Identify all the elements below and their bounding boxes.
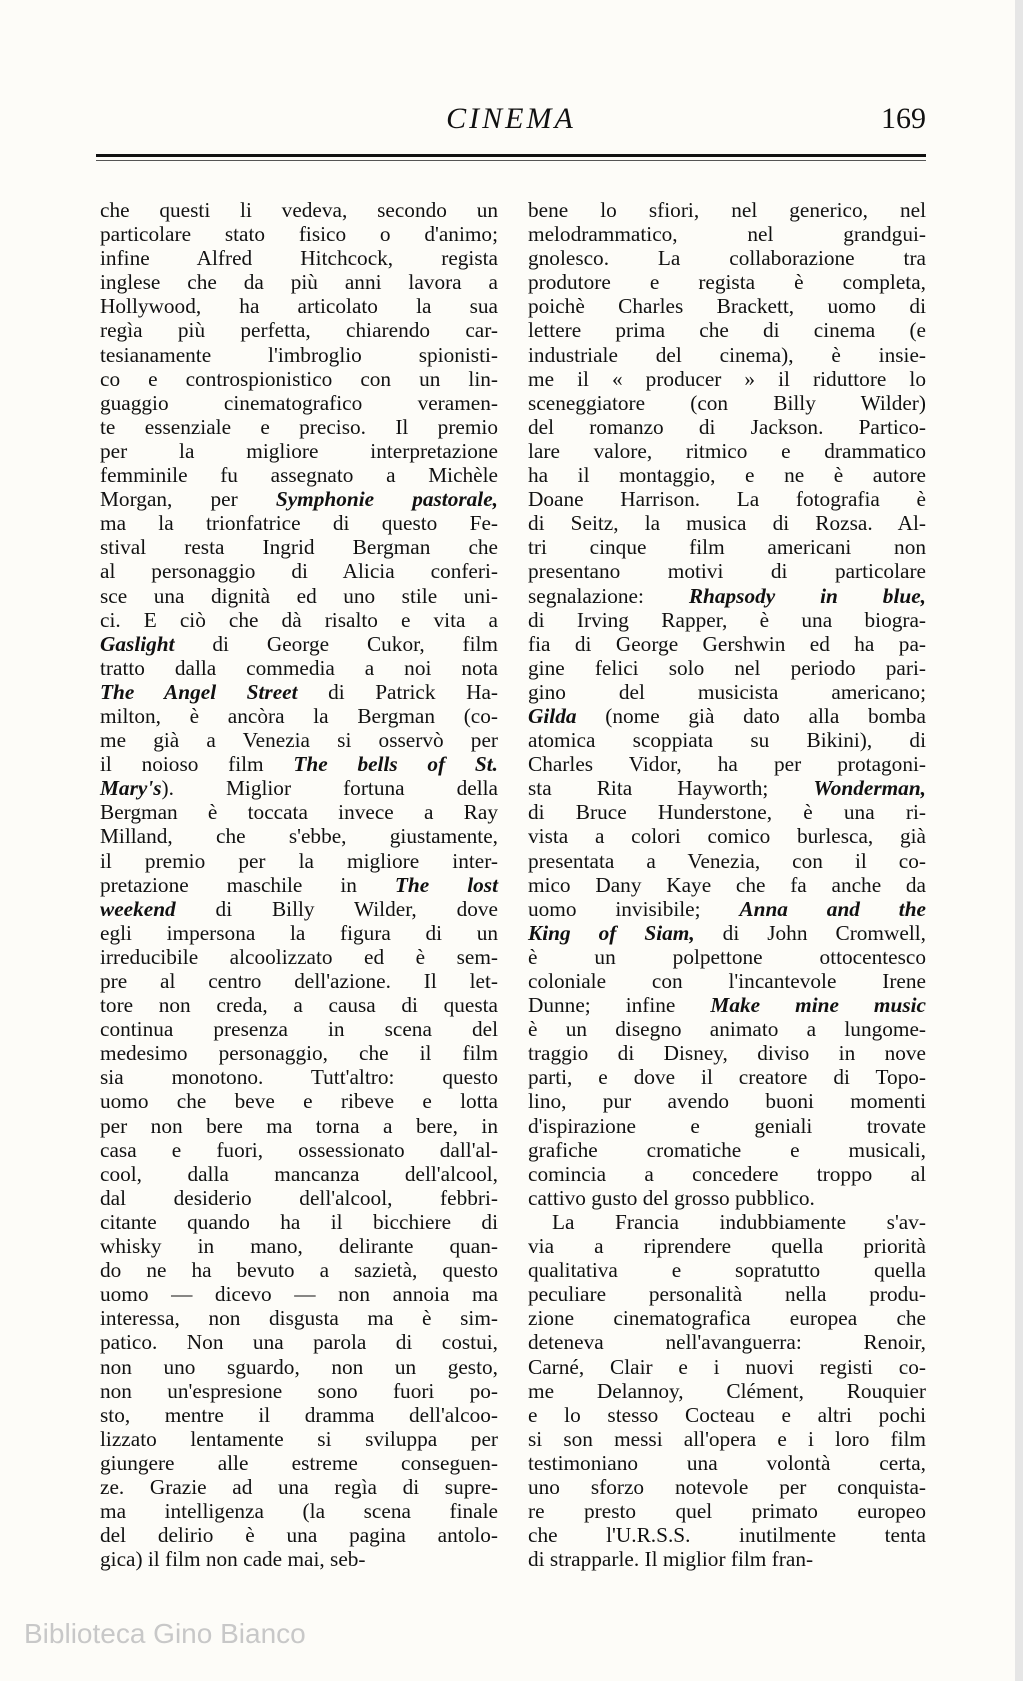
italic-title: Anna and the: [739, 896, 926, 921]
text-line: [100, 270, 498, 294]
text-line: [100, 1234, 498, 1258]
text-run: produtore e regista è completa,: [528, 270, 926, 295]
text-line: [100, 294, 498, 318]
text-line: [100, 752, 498, 776]
text-line: [100, 343, 498, 367]
text-line: [528, 1523, 926, 1547]
text-run: peculiare personalità nella produ-: [528, 1282, 926, 1307]
italic-title: Gilda: [528, 703, 577, 728]
text-line: [528, 728, 926, 752]
italic-title: King of Siam,: [528, 920, 695, 945]
text-run: sia monotono. Tutt'altro: questo: [100, 1065, 498, 1090]
text-run: ma la trionfatrice di questo Fe-: [100, 511, 498, 536]
text-line: [100, 1451, 498, 1475]
text-line: [528, 632, 926, 656]
text-run: citante quando ha il bicchiere di: [100, 1209, 498, 1234]
text-run: segnalazione:: [528, 583, 689, 608]
text-line: [528, 1547, 926, 1571]
text-run: del romanzo di Jackson. Partico-: [528, 414, 926, 439]
text-run: me Delannoy, Clément, Rouquier: [528, 1378, 926, 1403]
text-run: grafiche cromatiche e musicali,: [528, 1137, 926, 1162]
text-line: [528, 921, 926, 945]
italic-title: Rhapsody in blue,: [688, 583, 926, 608]
text-run: regìa più perfetta, chiarendo car-: [100, 318, 498, 343]
text-line: [528, 704, 926, 728]
text-run: di strapparle. Il miglior film fran-: [528, 1547, 814, 1572]
text-run: di Patrick Ha-: [297, 679, 498, 704]
text-run: di Irving Rapper, è una biogra-: [528, 607, 926, 632]
text-run: femminile fu assegnato a Michèle: [100, 463, 498, 488]
text-run: gnolesco. La collaborazione tra: [528, 246, 926, 271]
text-line: [100, 1162, 498, 1186]
text-line: [100, 776, 498, 800]
text-column-left: [100, 198, 498, 1571]
text-line: [528, 1065, 926, 1089]
text-line: [100, 1041, 498, 1065]
text-run: non uno sguardo, non un gesto,: [100, 1354, 498, 1379]
text-line: [100, 1186, 498, 1210]
text-line: [528, 776, 926, 800]
header-rule-thin: [96, 160, 926, 161]
text-line: [528, 1403, 926, 1427]
text-run: lare valore, ritmico e drammatico: [528, 438, 926, 463]
text-run: cattivo gusto del grosso pubblico.: [528, 1185, 815, 1210]
text-run: interessa, non disgusta ma è sim-: [100, 1306, 498, 1331]
text-run: lino, pur avendo buoni momenti: [528, 1089, 926, 1114]
text-line: [528, 849, 926, 873]
text-run: bene lo sfiori, nel generico, nel: [528, 198, 926, 222]
text-run: pretazione maschile in: [100, 872, 395, 897]
text-line: [528, 1210, 926, 1234]
text-line: [100, 945, 498, 969]
text-run: milton, è ancòra la Bergman (co-: [100, 703, 498, 728]
text-line: [528, 656, 926, 680]
italic-title: The lost: [394, 872, 498, 897]
text-run: uno sforzo notevole per conquista-: [528, 1474, 926, 1499]
text-run: uomo — dicevo — non annoia ma: [100, 1282, 498, 1307]
text-run: del delirio è una pagina antolo-: [100, 1523, 498, 1548]
text-run: zione cinematografica europea che: [528, 1306, 926, 1331]
text-line: [100, 1065, 498, 1089]
text-run: ). Miglior fortuna della: [161, 776, 498, 801]
text-run: gine felici solo nel periodo pari-: [528, 655, 926, 680]
text-line: [528, 1234, 926, 1258]
text-line: [100, 1427, 498, 1451]
text-run: Doane Harrison. La fotografia è: [528, 487, 926, 512]
text-line: [528, 343, 926, 367]
text-run: vista a colori comico burlesca, già: [528, 824, 926, 849]
text-line: [100, 1330, 498, 1354]
text-run: di John Cromwell,: [694, 920, 926, 945]
text-run: giungere alle estreme conseguen-: [100, 1450, 498, 1475]
text-line: [528, 1306, 926, 1330]
text-run: di Seitz, la musica di Rozsa. Al-: [528, 511, 926, 536]
text-run: tore non creda, a causa di questa: [100, 993, 498, 1018]
text-line: [100, 367, 498, 391]
text-run: parti, e dove il creatore di Topo-: [528, 1065, 926, 1090]
text-line: [528, 800, 926, 824]
text-run: uomo che beve e ribeve e lotta: [100, 1089, 498, 1114]
text-line: [100, 1403, 498, 1427]
text-run: lettere prima che di cinema (e: [528, 318, 926, 343]
text-line: [100, 318, 498, 342]
text-line: [528, 439, 926, 463]
text-line: [100, 921, 498, 945]
italic-title: Wonderman,: [813, 776, 926, 801]
header-rule: [96, 154, 926, 157]
text-line: [100, 1089, 498, 1113]
text-run: testimoniano una volontà certa,: [528, 1450, 926, 1475]
text-run: patico. Non una parola di costui,: [100, 1330, 498, 1355]
text-line: [528, 270, 926, 294]
text-run: whisky in mano, delirante quan-: [100, 1234, 498, 1259]
text-run: industriale del cinema), è insie-: [528, 342, 926, 367]
text-run: presentano motivi di particolare: [528, 559, 926, 584]
text-run: tesianamente l'imbroglio spionisti-: [100, 342, 498, 367]
text-line: [100, 704, 498, 728]
text-line: [528, 198, 926, 222]
text-line: [100, 1282, 498, 1306]
text-line: [100, 1523, 498, 1547]
text-line: [528, 559, 926, 583]
text-line: [528, 608, 926, 632]
text-line: [100, 1379, 498, 1403]
text-run: Dunne; infine: [528, 993, 711, 1018]
text-line: [528, 1379, 926, 1403]
text-run: deteneva nell'avanguerra: Renoir,: [528, 1330, 926, 1355]
text-line: [100, 969, 498, 993]
text-run: Morgan, per: [100, 487, 276, 512]
text-line: [100, 246, 498, 270]
text-run: presentata a Venezia, con il co-: [528, 848, 926, 873]
scan-edge: [1015, 0, 1023, 1681]
text-line: [528, 511, 926, 535]
text-line: [528, 1089, 926, 1113]
text-run: ze. Grazie ad una regìa di supre-: [100, 1474, 498, 1499]
text-line: [100, 824, 498, 848]
text-run: è un disegno animato a lungome-: [528, 1017, 926, 1042]
text-run: il premio per la migliore inter-: [100, 848, 498, 873]
text-run: irreducibile alcoolizzato ed è sem-: [100, 944, 498, 969]
text-run: melodrammatico, nel grandgui-: [528, 222, 926, 247]
text-line: [528, 1427, 926, 1451]
text-run: pre al centro dell'azione. Il let-: [100, 969, 498, 993]
text-run: Charles Vidor, ha per protagoni-: [528, 752, 926, 777]
text-line: [100, 1210, 498, 1234]
text-line: [100, 1258, 498, 1282]
text-run: fia di George Gershwin ed ha pa-: [528, 631, 926, 656]
text-line: [528, 294, 926, 318]
text-line: [100, 800, 498, 824]
text-run: te essenziale e preciso. Il premio: [100, 414, 498, 439]
text-run: (nome già dato alla bomba: [576, 703, 926, 728]
text-line: [528, 1258, 926, 1282]
text-run: ha il montaggio, e ne è autore: [528, 463, 926, 488]
text-run: per la migliore interpretazione: [100, 438, 498, 463]
text-run: La Francia indubbiamente s'av-: [552, 1209, 926, 1234]
text-run: inglese che da più anni lavora a: [100, 270, 498, 295]
text-line: [528, 752, 926, 776]
text-run: dal desiderio dell'alcool, febbri-: [100, 1185, 498, 1210]
text-line: [528, 969, 926, 993]
text-line: [528, 1499, 926, 1523]
text-run: traggio di Disney, diviso in nove: [528, 1041, 926, 1066]
text-run: co e controspionistico con un lin-: [100, 366, 498, 391]
text-run: sceneggiatore (con Billy Wilder): [528, 390, 926, 415]
text-run: di George Cukor, film: [174, 631, 498, 656]
text-line: [528, 1162, 926, 1186]
text-line: [100, 1355, 498, 1379]
text-run: gica) il film non cade mai, seb-: [100, 1547, 366, 1572]
text-line: [100, 1475, 498, 1499]
text-line: [100, 415, 498, 439]
text-run: infine Alfred Hitchcock, regista: [100, 246, 498, 271]
text-line: [100, 632, 498, 656]
text-run: si son messi all'opera e i loro film: [528, 1426, 926, 1451]
text-run: tri cinque film americani non: [528, 535, 926, 560]
text-line: [528, 1186, 926, 1210]
text-line: [100, 391, 498, 415]
text-line: [528, 1114, 926, 1138]
text-line: [528, 680, 926, 704]
text-run: sto, mentre il dramma dell'alcoo-: [100, 1402, 498, 1427]
text-line: [100, 487, 498, 511]
text-run: coloniale con l'incantevole Irene: [528, 969, 926, 993]
text-line: [528, 246, 926, 270]
text-run: sta Rita Hayworth;: [528, 776, 814, 801]
text-run: non un'espresione sono fuori po-: [100, 1378, 498, 1403]
text-run: il noioso film: [100, 752, 294, 777]
text-run: cool, dalla mancanza dell'alcool,: [100, 1161, 498, 1186]
text-line: [100, 1499, 498, 1523]
text-line: [100, 535, 498, 559]
text-run: comincia a concedere troppo al: [528, 1161, 926, 1186]
text-run: sce una dignità ed uno stile uni-: [100, 583, 498, 608]
text-line: [100, 656, 498, 680]
text-line: [100, 993, 498, 1017]
text-line: [100, 198, 498, 222]
text-run: ma intelligenza (la scena finale: [100, 1499, 498, 1524]
text-run: particolare stato fisico o d'animo;: [100, 222, 498, 247]
text-line: [100, 439, 498, 463]
text-run: re presto quel primato europeo: [528, 1499, 926, 1524]
italic-title: The Angel Street: [100, 679, 298, 704]
text-line: [528, 391, 926, 415]
text-run: stival resta Ingrid Bergman che: [100, 535, 498, 560]
text-line: [528, 415, 926, 439]
text-line: [100, 1138, 498, 1162]
text-line: [528, 873, 926, 897]
italic-title: Mary's: [100, 776, 162, 801]
text-run: casa e fuori, ossessionato dall'al-: [100, 1137, 498, 1162]
text-line: [528, 1475, 926, 1499]
text-run: per non bere ma torna a bere, in: [100, 1113, 498, 1138]
text-run: mico Dany Kaye che fa anche da: [528, 872, 926, 897]
text-line: [528, 222, 926, 246]
text-line: [100, 584, 498, 608]
page-number: 169: [881, 102, 926, 135]
text-line: [528, 367, 926, 391]
text-line: [528, 1138, 926, 1162]
library-watermark: Biblioteca Gino Bianco: [24, 1618, 306, 1649]
italic-title: Gaslight: [100, 631, 175, 656]
text-run: tratto dalla commedia a noi nota: [100, 655, 498, 680]
italic-title: Symphonie pastorale,: [275, 487, 498, 512]
text-run: che questi li vedeva, secondo un: [100, 198, 498, 222]
text-line: [528, 1355, 926, 1379]
text-line: [100, 1306, 498, 1330]
text-run: e lo stesso Cocteau e altri pochi: [528, 1402, 926, 1427]
text-line: [528, 1330, 926, 1354]
text-line: [100, 728, 498, 752]
text-run: egli impersona la figura di un: [100, 920, 498, 945]
text-line: [528, 463, 926, 487]
text-line: [100, 849, 498, 873]
running-head: CINEMA: [446, 102, 576, 135]
text-run: me il « producer » il riduttore lo: [528, 366, 926, 391]
text-line: [100, 222, 498, 246]
text-run: ci. E ciò che dà risalto e vita a: [100, 607, 498, 632]
text-run: d'ispirazione e geniali trovate: [528, 1113, 926, 1138]
italic-title: weekend: [100, 896, 176, 921]
text-run: guaggio cinematografico veramen-: [100, 390, 498, 415]
text-run: che l'U.R.S.S. inutilmente tenta: [528, 1523, 926, 1548]
text-run: qualitativa e sopratutto quella: [528, 1258, 926, 1283]
text-line: [528, 897, 926, 921]
text-run: è un polpettone ottocentesco: [528, 944, 926, 969]
text-line: [528, 535, 926, 559]
text-run: Carné, Clair e i nuovi registi co-: [528, 1354, 926, 1379]
text-run: Bergman è toccata invece a Ray: [100, 800, 498, 825]
text-line: [100, 511, 498, 535]
text-run: Milland, che s'ebbe, giustamente,: [100, 824, 498, 849]
text-line: [100, 463, 498, 487]
text-line: [528, 824, 926, 848]
text-line: [100, 559, 498, 583]
text-run: uomo invisibile;: [528, 896, 740, 921]
text-line: [528, 487, 926, 511]
text-line: [100, 1547, 498, 1571]
italic-title: Make mine music: [710, 993, 926, 1018]
text-run: medesimo personaggio, che il film: [100, 1041, 498, 1066]
text-run: poichè Charles Brackett, uomo di: [528, 294, 926, 319]
text-line: [528, 993, 926, 1017]
text-line: [100, 608, 498, 632]
text-line: [528, 318, 926, 342]
text-run: di Billy Wilder, dove: [175, 896, 498, 921]
text-run: gino del musicista americano;: [528, 679, 926, 704]
text-run: do ne ha bevuto a sazietà, questo: [100, 1258, 498, 1283]
italic-title: The bells of St.: [293, 752, 498, 777]
text-line: [528, 1282, 926, 1306]
text-run: atomica scoppiata su Bikini), di: [528, 728, 926, 753]
text-run: me già a Venezia si osservò per: [100, 728, 498, 753]
text-line: [100, 1017, 498, 1041]
text-line: [100, 897, 498, 921]
text-column-right: [528, 198, 926, 1571]
page-header: [96, 102, 926, 162]
text-run: via a riprendere quella priorità: [528, 1234, 926, 1259]
text-run: Hollywood, ha articolato la sua: [100, 294, 498, 319]
text-run: lizzato lentamente si sviluppa per: [100, 1426, 498, 1451]
text-run: di Bruce Hunderstone, è una ri-: [528, 800, 926, 825]
text-line: [528, 1017, 926, 1041]
text-line: [100, 1114, 498, 1138]
text-line: [528, 1451, 926, 1475]
text-line: [528, 945, 926, 969]
text-run: continua presenza in scena del: [100, 1017, 498, 1042]
text-line: [100, 680, 498, 704]
text-line: [528, 1041, 926, 1065]
text-run: al personaggio di Alicia conferi-: [100, 559, 498, 584]
text-line: [100, 873, 498, 897]
text-line: [528, 584, 926, 608]
